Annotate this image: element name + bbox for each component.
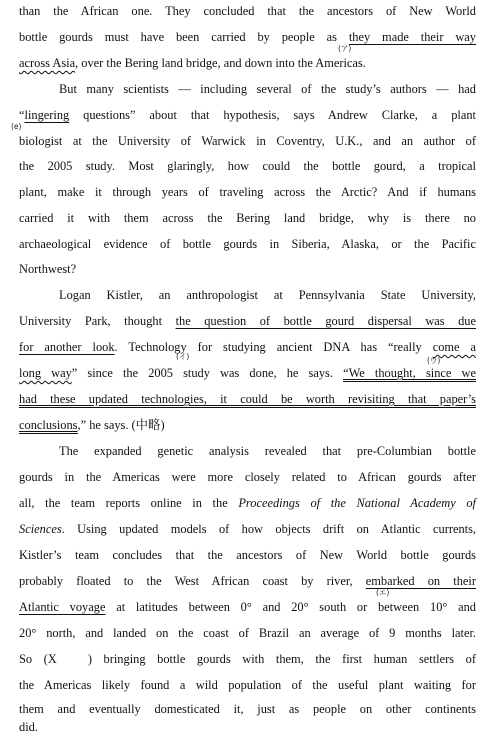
underlined-phrase-eh-cont: Atlantic voyage: [19, 600, 106, 614]
text-line: across Asia, over the Bering land bridge, and down into the Americas.: [19, 56, 366, 70]
text-line: So (X ) bringing bottle gourds with them, the first human settlers of: [19, 652, 476, 666]
text-line: [19, 391, 476, 407]
marker-eh: (エ): [376, 588, 390, 597]
marker-e: (e): [11, 122, 22, 131]
text-line: conclusions,” he says. (中略): [19, 418, 165, 432]
wavy-phrase: across Asia: [19, 56, 76, 70]
text-line: for another look. Technology for studying ancient DNA has “really come a: [19, 340, 476, 354]
text-line: “lingering questions” about that hypothesis, says Andrew Clarke, a plant: [19, 108, 476, 122]
text-line: 20° north, and landed on the coast of Brazil an average of 9 months later.: [19, 626, 476, 640]
text-line: the Americas likely found a wild population of the useful plant waiting for: [19, 678, 476, 692]
wavy-phrase: come a: [432, 340, 476, 354]
double-underlined-quote: conclusions: [19, 418, 78, 432]
double-underlined-quote: “We thought, since we: [343, 366, 476, 380]
underlined-phrase-a: they made their way: [348, 30, 476, 44]
marker-u: (ウ): [427, 356, 441, 365]
underlined-phrase-i: the question of bottle gourd dispersal was due: [175, 314, 476, 328]
text-line: than the African one. They concluded that the ancestors of New World: [19, 4, 476, 18]
text-line: Sciences. Using updated models of how objects drift on Atlantic currents,: [19, 522, 476, 536]
text-line: did.: [19, 720, 38, 734]
marker-i: (イ): [176, 352, 190, 361]
blank-x: X: [47, 652, 57, 666]
journal-title: Proceedings of the National Academy of: [238, 496, 476, 510]
text-line: plant, make it through years of traveling across the Arctic? And if humans: [19, 185, 476, 199]
text-line: them and eventually domesticated it, just as people on other continents: [19, 702, 476, 716]
text-line: bottle gourds must have been carried by people as they made their way: [19, 30, 476, 44]
text-line: the 2005 study. Most glaringly, how could the bottle gourd, a tropical: [19, 159, 476, 173]
text-line: gourds in the Americas were more closely related to African gourds after: [19, 470, 476, 484]
text-line: Atlantic voyage at latitudes between 0° and 20° south or between 10° and: [19, 600, 476, 614]
text-line: carried it with them across the Bering land bridge, why is there no: [19, 211, 476, 225]
text-line: long way” since the 2005 study was done, he says. “We thought, since we: [19, 366, 476, 380]
underlined-phrase-e: lingering: [24, 108, 70, 122]
text-line: all, the team reports online in the Proceedings of the National Academy of: [19, 496, 476, 510]
text-line: biologist at the University of Warwick in Coventry, U.K., and an author of: [19, 134, 476, 148]
double-underlined-quote: had these updated technologies, it could be worth revisiting that paper’s: [19, 392, 476, 406]
text-line: But many scientists — including several of the study’s authors — had: [59, 82, 476, 96]
text-line: archaeological evidence of bottle gourds in Siberia, Alaska, or the Pacific: [19, 237, 476, 251]
marker-a: (ア): [338, 44, 352, 53]
text-line: Logan Kistler, an anthropologist at Pennsylvania State University,: [59, 288, 476, 302]
text-line: Kistler’s team concludes that the ancestors of New World bottle gourds: [19, 548, 476, 562]
text-line: probably floated to the West African coast by river, embarked on their: [19, 574, 476, 588]
text-line: The expanded genetic analysis revealed that pre-Columbian bottle: [59, 444, 476, 458]
text-line: Northwest?: [19, 262, 77, 276]
underlined-phrase-eh: embarked on their: [365, 574, 476, 588]
journal-title: Sciences: [19, 522, 62, 536]
underlined-phrase-i-cont: for another look: [19, 340, 115, 354]
text-line: University Park, thought the question of bottle gourd dispersal was due: [19, 314, 476, 328]
wavy-phrase: long way: [19, 366, 72, 380]
